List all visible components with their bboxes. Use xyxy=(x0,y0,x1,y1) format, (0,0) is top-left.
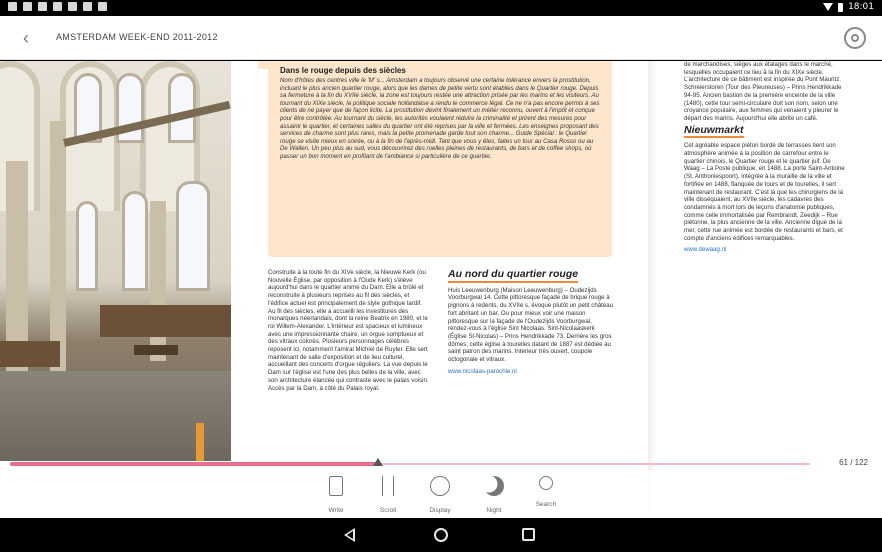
highlight-text: Nom d'hôtes des centres ville le 'M' s... Amsterdam a toujours observé une certaine tolérance envers la prostitution, incluant le plus ancien quartier rouge, alors que les dames de petite vertu sont établies dans le Quartier rouge. Depuis sa fermeture à la fin du XVIIe siècle, la zone est toujours restée une attraction prisée par les marins et les visiteurs. Au tournant du XIXe siècle, la politique sociale hollandaise a rendu le commerce légal. Ce ne n'a pas encore permis à ses clients de ne payer que de façon licite. La prostitution devint finalement un métier reconnu, ouvert à l'impôt et conçue pour être contrôlée. Au tournant du siècle, les autorités voulaient réduire la criminalité et prirent des mesures pour assainir le quartier, et certaines salles du quartier ont été reprises par la ville et fermées. Les enseignes proposant des services de charme sont plus rares, mais la petite promenade garde tout son charme... Guide Spécial : le Quartier rouge se visite mieux en soirée, ou à la fin de l'après-midi. Tant que vous y êtes, faites un tour au Casa Rosso ou au De Wallen. Un peu plus au sud, vous découvrirez des ruelles pleines de restaurants, de bars et de coffee shops, où passer un bon moment en profitant de l'ambiance si particulière de ce quartier. xyxy=(280,77,600,160)
page-seekbar[interactable] xyxy=(10,461,810,467)
status-right xyxy=(823,2,874,12)
web-link[interactable]: www.dewaag.nl xyxy=(684,246,727,254)
photo-pew xyxy=(100,305,231,337)
write-button[interactable] xyxy=(314,476,358,517)
photo-window xyxy=(176,181,210,291)
highlight-heading: Dans le rouge depuis des siècles xyxy=(280,66,406,75)
text-column-right xyxy=(684,61,848,258)
paragraph: Cet agréable espace piéton bordé de terrasses tient son atmosphère animée à la position de carrefour entre le quartier chinois, le Quartier rouge et le quartier juif. De Waag – La Poste publique, en 1488. La porte Saint-Antoine (St. Anthoniespoort), intégrée à la muraille de la ville et fortifiée en 1488, flanquée de tours et de tourelles, il sert maintenant de restaurant. C'est là que les chirurgiens de la ville disséquaient, au XVIIe siècle, les cadavres des condamnés à mort lors de leçons d'anatomie publiques, comme celle immortalisée par Rembrandt. Zeedijk – Rue piétonne, la plus ancienne de la ville. Ancienne digue de la mer, cette rue animée est bordée de restaurants et bars, et compte d'anciens édifices remarquables. xyxy=(684,142,845,242)
section-heading: Nieuwmarkt xyxy=(684,127,744,139)
photo-pew xyxy=(0,341,60,367)
reader-toolbar xyxy=(0,470,882,518)
text-column-left xyxy=(268,269,430,396)
back-button[interactable] xyxy=(14,26,38,50)
seekbar-fill xyxy=(10,462,378,466)
settings-icon[interactable] xyxy=(844,27,866,49)
text-column-middle xyxy=(448,268,614,379)
paragraph: Huis Leeuwenburg (Maison Leeuwenburg) – Oudezijds Voorburgwal 14. Cette pittoresque façade de brique rouge à pignons à redents, du XVIIe s, évoque plutôt un petit château fort abritant un bar. Ou pour mieux voir une maison pittoresque sur la façade de l'Oudezijds Voorburgwal, rendez-vous à l'église Sint Nicolaas. Sint-Nicolaaskerk (Église St-Nicolas) – Prins Hendrikkade 73. Derrière les gros dômes, cette église à tourelles datant de 1887 est dédiée au saint patron des marins. Intérieur très ouvert, coupole octogonale et vitraux. xyxy=(448,286,613,364)
status-bar xyxy=(0,0,882,16)
app-header xyxy=(0,16,882,60)
notification-icon xyxy=(53,2,62,11)
page-indicator: 61 / 122 xyxy=(839,458,868,467)
system-nav-bar xyxy=(0,518,882,552)
notification-icon xyxy=(38,2,47,11)
photo-window xyxy=(122,191,148,291)
tool-label: Scroll xyxy=(379,507,397,514)
tool-label: Write xyxy=(328,507,344,514)
search-icon xyxy=(539,476,553,490)
scroll-icon xyxy=(382,476,394,496)
notification-icon xyxy=(68,2,77,11)
seekbar-thumb[interactable] xyxy=(373,458,383,466)
tool-label: Display xyxy=(429,507,451,514)
section-heading: Au nord du quartier rouge xyxy=(448,271,578,283)
display-icon xyxy=(430,476,450,496)
document-page[interactable] xyxy=(0,61,882,518)
highlight-tab xyxy=(258,61,282,69)
page-gutter xyxy=(231,61,268,518)
nav-home-icon[interactable] xyxy=(434,528,448,542)
document-title: AMSTERDAM WEEK-END 2011-2012 xyxy=(56,32,218,42)
battery-icon xyxy=(838,3,843,12)
display-button[interactable] xyxy=(418,476,462,517)
status-time: 18:01 xyxy=(848,2,874,12)
photo-bench xyxy=(134,345,178,355)
tool-label: Search xyxy=(535,501,557,508)
photo-pillar xyxy=(150,201,166,361)
night-button[interactable] xyxy=(472,476,516,517)
church-interior-photo xyxy=(0,61,231,461)
paragraph: Construite à la toute fin du XIVe siècle, la Nieuwe Kerk (ou Nouvelle Église, par opposition à l'Oude Kerk) s'élève aujourd'hui dans le quartier animé du Dam. Elle a brûlé et reconstruite à plusieurs reprises au fil des siècles, et l'édifice actuel est principalement de style gothique tardif. Au fil des siècles, elle a accueilli les investitures des monarques néerlandais, dont la reine Beatrix en 1980, et le roi Willem-Alexander. L'intérieur est spacieux et lumineux avec une impressionnante chaire, un orgue somptueux et des vitraux colorés. Plusieurs personnages célèbres reposent ici, notamment l'amiral Michiel de Ruyter. Elle sert maintenant de salle d'exposition et de lieu culturel, accueillant des concerts d'orgue réguliers. La vue depuis le Dam sur l'église est l'une des plus belles de la ville, avec son architecture élancée qui contraste avec le palais voisin. Accès par la Dam, à côté du Palais royal. xyxy=(268,269,429,392)
photo-window xyxy=(76,201,98,291)
tool-label: Night xyxy=(486,507,502,514)
notification-icon xyxy=(23,2,32,11)
paragraph: de marchandises, sièges aux étalages dans le marché, lesquelles occupaient ce lieu à la fin du XIXe siècle. L'architecture de ce bâtiment est inspirée du Pont Mauritz. Schreierstoren (Tour des Pleureuses) – Prins Hendrikkade 94-95. Ancien bastion de la première enceinte de la ville (1480), cette tour semi-circulaire doit son nom, selon une croyance populaire, aux femmes qui venaient y pleurer le départ des marins. Aujourd'hui elle abrite un café. xyxy=(684,61,842,122)
notification-icon xyxy=(8,2,17,11)
notification-icons xyxy=(8,2,107,11)
search-button[interactable] xyxy=(524,476,568,511)
page-divider xyxy=(648,61,656,518)
night-icon xyxy=(484,476,504,496)
back-arrow-icon: ‹ xyxy=(23,27,29,48)
wifi-icon xyxy=(823,3,833,11)
notification-icon xyxy=(83,2,92,11)
web-link[interactable]: www.nicolaas-parochie.nl xyxy=(448,367,517,375)
photo-marker xyxy=(196,423,204,461)
nav-recent-icon[interactable] xyxy=(522,528,535,541)
notification-icon xyxy=(98,2,107,11)
write-icon xyxy=(329,476,343,496)
photo-window xyxy=(168,73,196,143)
nav-back-icon[interactable] xyxy=(344,528,355,542)
highlight-box xyxy=(268,61,612,257)
scroll-button[interactable] xyxy=(366,476,410,517)
